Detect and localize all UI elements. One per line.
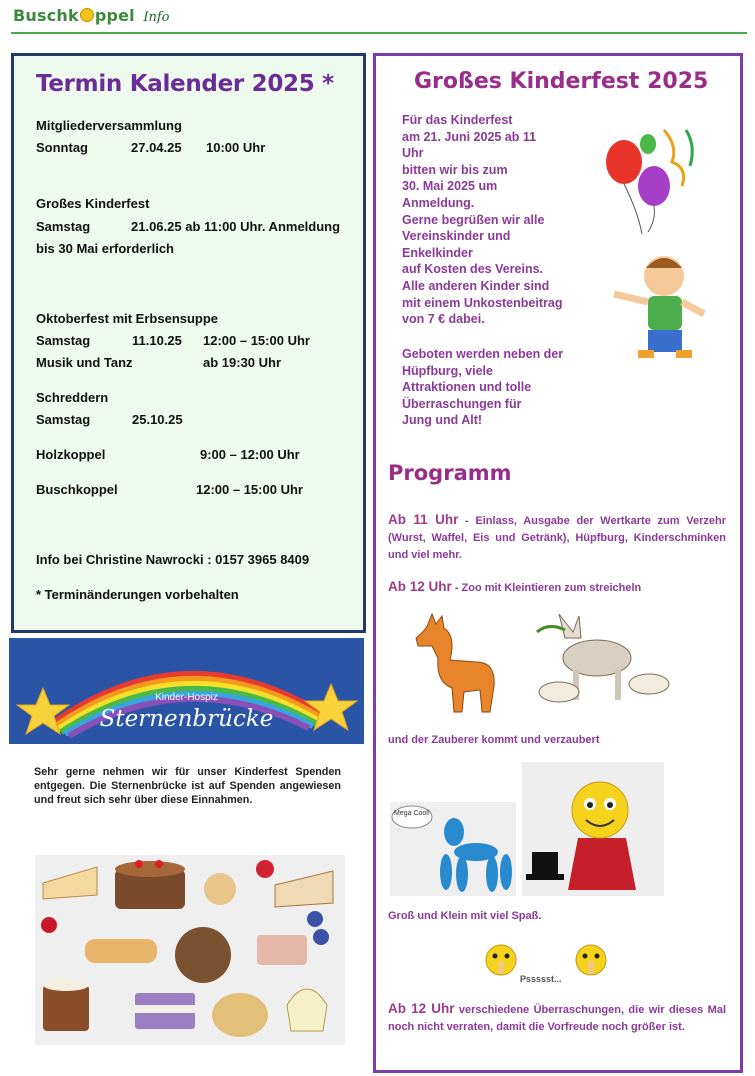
event3-day: Samstag <box>36 333 91 348</box>
sun-icon <box>80 8 94 22</box>
shush-emoji-icon <box>484 943 518 977</box>
event3-name: Oktoberfest mit Erbsensuppe <box>36 311 219 326</box>
buschkoppel-time: 12:00 – 15:00 Uhr <box>196 482 303 497</box>
holzkoppel-time: 9:00 – 12:00 Uhr <box>200 447 300 462</box>
event4-date: 25.10.25 <box>132 412 183 427</box>
header-logo <box>13 6 169 32</box>
speech-bubble-text: Mega Cool! <box>394 810 430 817</box>
event3-music: Musik und Tanz <box>36 355 133 370</box>
event3-date: 11.10.25 <box>132 333 182 348</box>
hospiz-subtitle: Kinder-Hospiz <box>155 692 218 703</box>
shush-text: Pssssst... <box>520 974 562 984</box>
calendar-panel <box>11 53 366 633</box>
goats-icon <box>531 608 679 720</box>
offer-text: Geboten werden neben der Hüpfburg, viele Attraktionen und tolle Überraschungen für Jung und Alt! <box>402 347 564 428</box>
fun-text: Groß und Klein mit viel Spaß. <box>388 910 542 922</box>
event4-name: Schreddern <box>36 390 109 405</box>
program-item-2: Ab 12 Uhr - Zoo mit Kleintieren zum streicheln <box>388 579 642 594</box>
magician-text: und der Zauberer kommt und verzaubert <box>388 734 600 746</box>
balloons-icon <box>598 116 708 236</box>
intro-text: Für das Kinderfest am 21. Juni 2025 ab 11 Uhr bitten wir bis zum 30. Mai 2025 um Anmeldung. Gerne begrüßen wir alle Vereinskinder und Enkelkinder auf Kosten des Vereins. Alle anderen Kinder sind mit einem Unkostenbeitrag von 7 € dabei. <box>402 113 563 327</box>
contact-info: Info bei Christine Nawrocki : 0157 3965 8409 <box>36 552 310 567</box>
dancing-boy-icon <box>608 250 708 370</box>
header-rule <box>11 32 747 34</box>
shush-emoji-icon <box>574 943 608 977</box>
buschkoppel-label: Buschkoppel <box>36 482 118 497</box>
event3-music-time: ab 19:30 Uhr <box>203 355 282 370</box>
hospiz-banner <box>9 638 364 744</box>
program-item-1: Ab 11 Uhr - Einlass, Ausgabe der Wertkarte zum Verzehr (Wurst, Waffel, Eis und Getränk), Hüpfburg, Kinderschminken und viel mehr. <box>388 512 726 561</box>
event2-day: Samstag <box>36 219 91 234</box>
program-heading: Programm <box>388 461 512 485</box>
kinderfest-title: Großes Kinderfest 2025 <box>414 69 709 94</box>
brand-info: Info <box>143 10 170 25</box>
cakes-drawing <box>35 855 345 1045</box>
llama-icon <box>406 612 502 716</box>
event1-day: Sonntag <box>36 140 88 155</box>
event1-date: 27.04.25 <box>131 140 182 155</box>
holzkoppel-label: Holzkoppel <box>36 447 106 462</box>
schedule-note: * Terminänderungen vorbehalten <box>36 587 239 602</box>
calendar-title: Termin Kalender 2025 * <box>36 71 334 97</box>
event1-time: 10:00 Uhr <box>206 140 266 155</box>
brand-name: Buschk ppel <box>13 6 135 25</box>
cakes-illustration <box>35 855 345 1045</box>
magician-emoji-icon <box>522 762 664 896</box>
event4-day: Samstag <box>36 412 91 427</box>
donation-text: Sehr gerne nehmen wir für unser Kinderfest Spenden entgegen. Die Sternenbrücke ist auf Spenden angewiesen und freut sich sehr über diese Einnahmen. <box>34 766 341 806</box>
event2-name: Großes Kinderfest <box>36 196 150 211</box>
event2-details-cont: bis 30 Mai erforderlich <box>36 241 174 256</box>
hospiz-name: Sternenbrücke <box>99 706 274 732</box>
event1-name: Mitgliederversammlung <box>36 118 182 133</box>
kinderfest-panel <box>373 53 743 1073</box>
event3-time: 12:00 – 15:00 Uhr <box>203 333 310 348</box>
program-item-3: Ab 12 Uhr verschiedene Überraschungen, die wir dieses Mal noch nicht verraten, damit die Vorfreude noch größer ist. <box>388 1001 726 1033</box>
event2-details: 21.06.25 ab 11:00 Uhr. Anmeldung <box>131 219 341 234</box>
